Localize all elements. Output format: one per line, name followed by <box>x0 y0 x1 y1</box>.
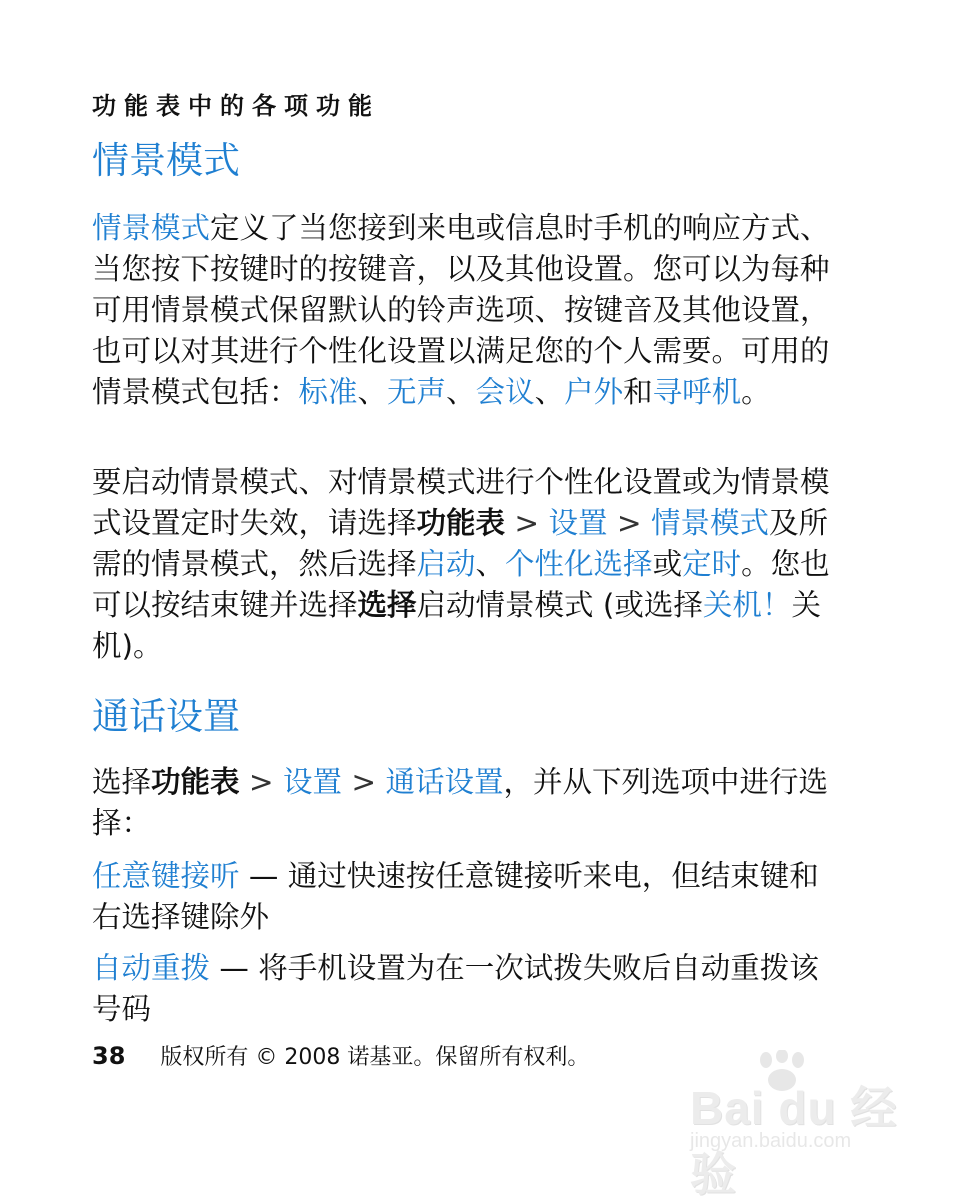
text-run: 关机)。 <box>92 588 821 663</box>
menu-term: 通话设置 <box>385 765 504 799</box>
menu-term: 启动 <box>416 547 476 581</box>
text-run: 、 <box>475 547 506 581</box>
text-run: ，并从下列选项中进行选择： <box>92 765 829 840</box>
text-run: — 将手机设置为在一次试拨失败后自动重拨该号码 <box>92 951 819 1026</box>
profiles-usage-paragraph <box>92 462 837 667</box>
option-anykey-answer <box>92 856 837 938</box>
menu-term: 设置 <box>548 506 608 540</box>
option-auto-redial <box>92 948 837 1030</box>
text-run: > <box>505 506 549 540</box>
text-run: 或 <box>652 547 683 581</box>
text-run: 、 <box>357 375 388 409</box>
text-run: 和 <box>623 375 653 409</box>
profiles-intro-paragraph <box>92 208 837 413</box>
text-run: 。 <box>741 375 771 409</box>
menu-term: 情景模式 <box>651 506 770 540</box>
text-run: 、 <box>446 375 476 409</box>
menu-term: 寻呼机 <box>652 375 742 409</box>
text-run: 定义了当您接到来电或信息时手机的响应方式、当您按下按键时的按键音，以及其他设置。您可以为每种可用情景模式保留默认的铃声选项、按键音及其他设置，也可以对其进行个性化设置以满足您的个人需要。可用的情景模式包括： <box>92 211 830 409</box>
baidu-watermark <box>690 1050 910 1200</box>
text-run: 启动情景模式 (或选择 <box>416 588 703 622</box>
menu-term: 个性化选择 <box>505 547 653 581</box>
page-number: 38 <box>92 1042 126 1070</box>
running-head: 功能表中的各项功能 <box>92 92 380 120</box>
text-run: > <box>239 765 284 799</box>
text-run: 、 <box>534 375 565 409</box>
menu-term: 会议 <box>475 375 535 409</box>
menu-term: 设置 <box>283 765 343 799</box>
menu-term: 定时 <box>682 547 742 581</box>
watermark-logo-text: Bai du 经验 <box>690 1082 898 1200</box>
menu-term: 自动重拨 <box>92 951 211 985</box>
softkey-term: 功能表 <box>151 765 240 799</box>
menu-term: 无声 <box>387 375 447 409</box>
menu-term: 任意键接听 <box>92 859 240 893</box>
text-run: 选择 <box>92 765 152 799</box>
text-run: 。您也可以按结束键并选择 <box>92 547 830 622</box>
menu-term: 户外 <box>564 375 624 409</box>
section-title-profiles: 情景模式 <box>92 139 240 182</box>
page-footer <box>92 1040 589 1071</box>
softkey-term: 功能表 <box>416 506 506 540</box>
text-run: 要启动情景模式、对情景模式进行个性化设置或为情景模式设置定时失效，请选择 <box>92 465 830 540</box>
menu-term: 关机！ <box>702 588 792 622</box>
text-run: — 通过快速按任意键接听来电，但结束键和右选择键除外 <box>92 859 819 934</box>
watermark-url: jingyan.baidu.com <box>690 1130 852 1152</box>
text-run: > <box>342 765 386 799</box>
section-title-call-settings: 通话设置 <box>92 695 240 738</box>
menu-term: 标准 <box>298 375 358 409</box>
text-run: > <box>607 506 652 540</box>
softkey-term: 选择 <box>357 588 417 622</box>
copyright-notice: 版权所有 © 2008 诺基亚。保留所有权利。 <box>160 1045 590 1070</box>
menu-term: 情景模式 <box>92 211 211 245</box>
text-run: 及所需的情景模式，然后选择 <box>92 506 829 581</box>
call-settings-intro-paragraph <box>92 762 837 844</box>
